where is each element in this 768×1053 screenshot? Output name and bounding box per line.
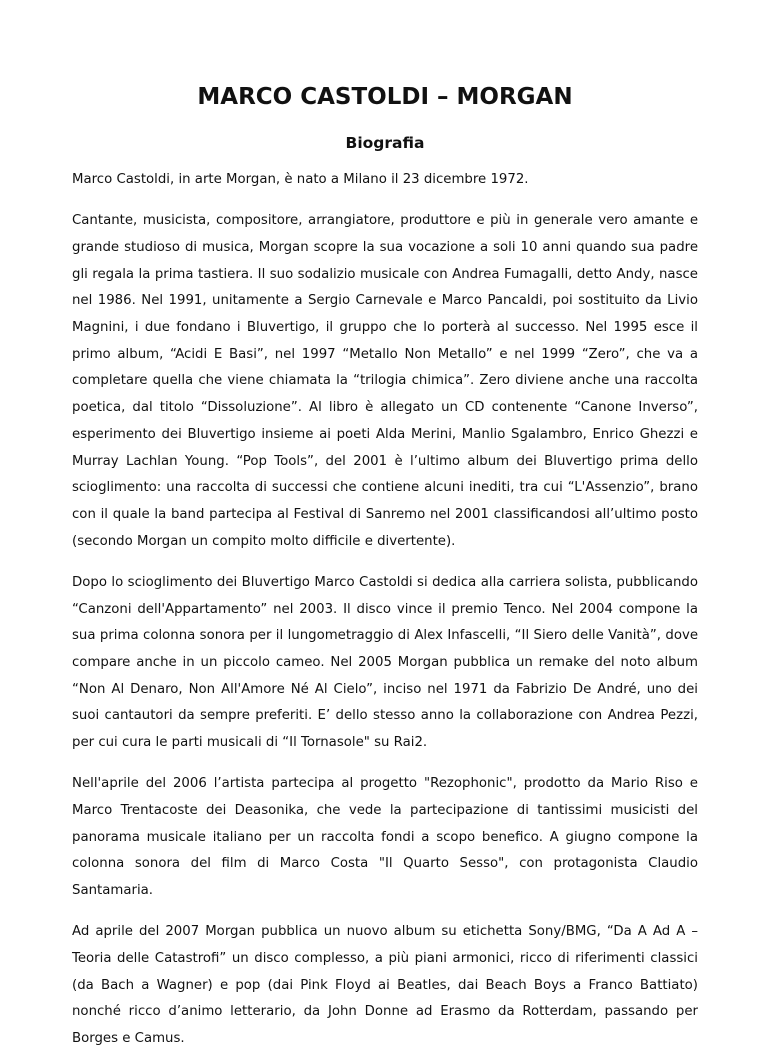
document-title: MARCO CASTOLDI – MORGAN (197, 84, 573, 110)
paragraph-solo-career: Dopo lo scioglimento dei Bluvertigo Marco Castoldi si dedica alla carriera solista, pubblicando “Canzoni dell'Appartamento” nel 2003. Il disco vince il premio Tenco. Nel 2004 compone la sua prima colonna sonora per il lungometraggio di Alex Infascelli, “Il Siero delle Vanità”, dove compare anche in un piccolo cameo. Nel 2005 Morgan pubblica un remake del noto album “Non Al Denaro, Non All'Amore Né Al Cielo”, inciso nel 1971 da Fabrizio De André, uno dei suoi cantautori da sempre preferiti. E’ dello stesso anno la collaborazione con Andrea Pezzi, per cui cura le parti musicali di “Il Tornasole" su Rai2. (72, 574, 698, 751)
paragraph-rezophonic: Nell'aprile del 2006 l’artista partecipa al progetto "Rezophonic", prodotto da Mario Riso e Marco Trentacoste dei Deasonika, che vede la partecipazione di tantissimi musicisti del panorama musicale italiano per un raccolta fondi a scopo benefico. A giugno compone la colonna sonora del film di Marco Costa "Il Quarto Sesso", con protagonista Claudio Santamaria. (72, 776, 698, 899)
paragraph-bluvertigo: Cantante, musicista, compositore, arrangiatore, produttore e più in generale vero amante e grande studioso di musica, Morgan scopre la sua vocazione a soli 10 anni quando sua padre gli regala la prima tastiera. Il suo sodalizio musicale con Andrea Fumagalli, detto Andy, nasce nel 1986. Nel 1991, unitamente a Sergio Carnevale e Marco Pancaldi, poi sostituito da Livio Magnini, i due fondano i Bluvertigo, il gruppo che lo porterà al successo. Nel 1995 esce il primo album, “Acidi E Basi”, nel 1997 “Metallo Non Metallo” e nel 1999 “Zero”, che va a completare quella che viene chiamata la “trilogia chimica”. Zero diviene anche una raccolta poetica, dal titolo “Dissoluzione”. Al libro è allegato un CD contenente “Canone Inverso”, esperimento dei Bluvertigo insieme ai poeti Alda Merini, Manlio Sgalambro, Enrico Ghezzi e Murray Lachlan Young. “Pop Tools”, del 2001 è l’ultimo album dei Bluvertigo prima dello scioglimento: una raccolta di successi che contiene alcuni inediti, tra cui “L'Assenzio”, brano con il quale la band partecipa al Festival di Sanremo nel 2001 classificandosi all’ultimo posto (secondo Morgan un compito molto difficile e divertente). (72, 213, 698, 549)
paragraph-intro: Marco Castoldi, in arte Morgan, è nato a Milano il 23 dicembre 1972. (72, 172, 529, 187)
paragraph-2007-album: Ad aprile del 2007 Morgan pubblica un nuovo album su etichetta Sony/BMG, “Da A Ad A – Teoria delle Catastrofi” un disco complesso, a più piani armonici, ricco di riferimenti classici (da Bach a Wagner) e pop (dai Pink Floyd ai Beatles, dai Beach Boys a Franco Battiato) nonché ricco d’animo letterario, da John Donne ad Erasmo da Rotterdam, passando per Borges e Camus. (72, 924, 698, 1047)
document-subtitle: Biografia (345, 134, 425, 152)
